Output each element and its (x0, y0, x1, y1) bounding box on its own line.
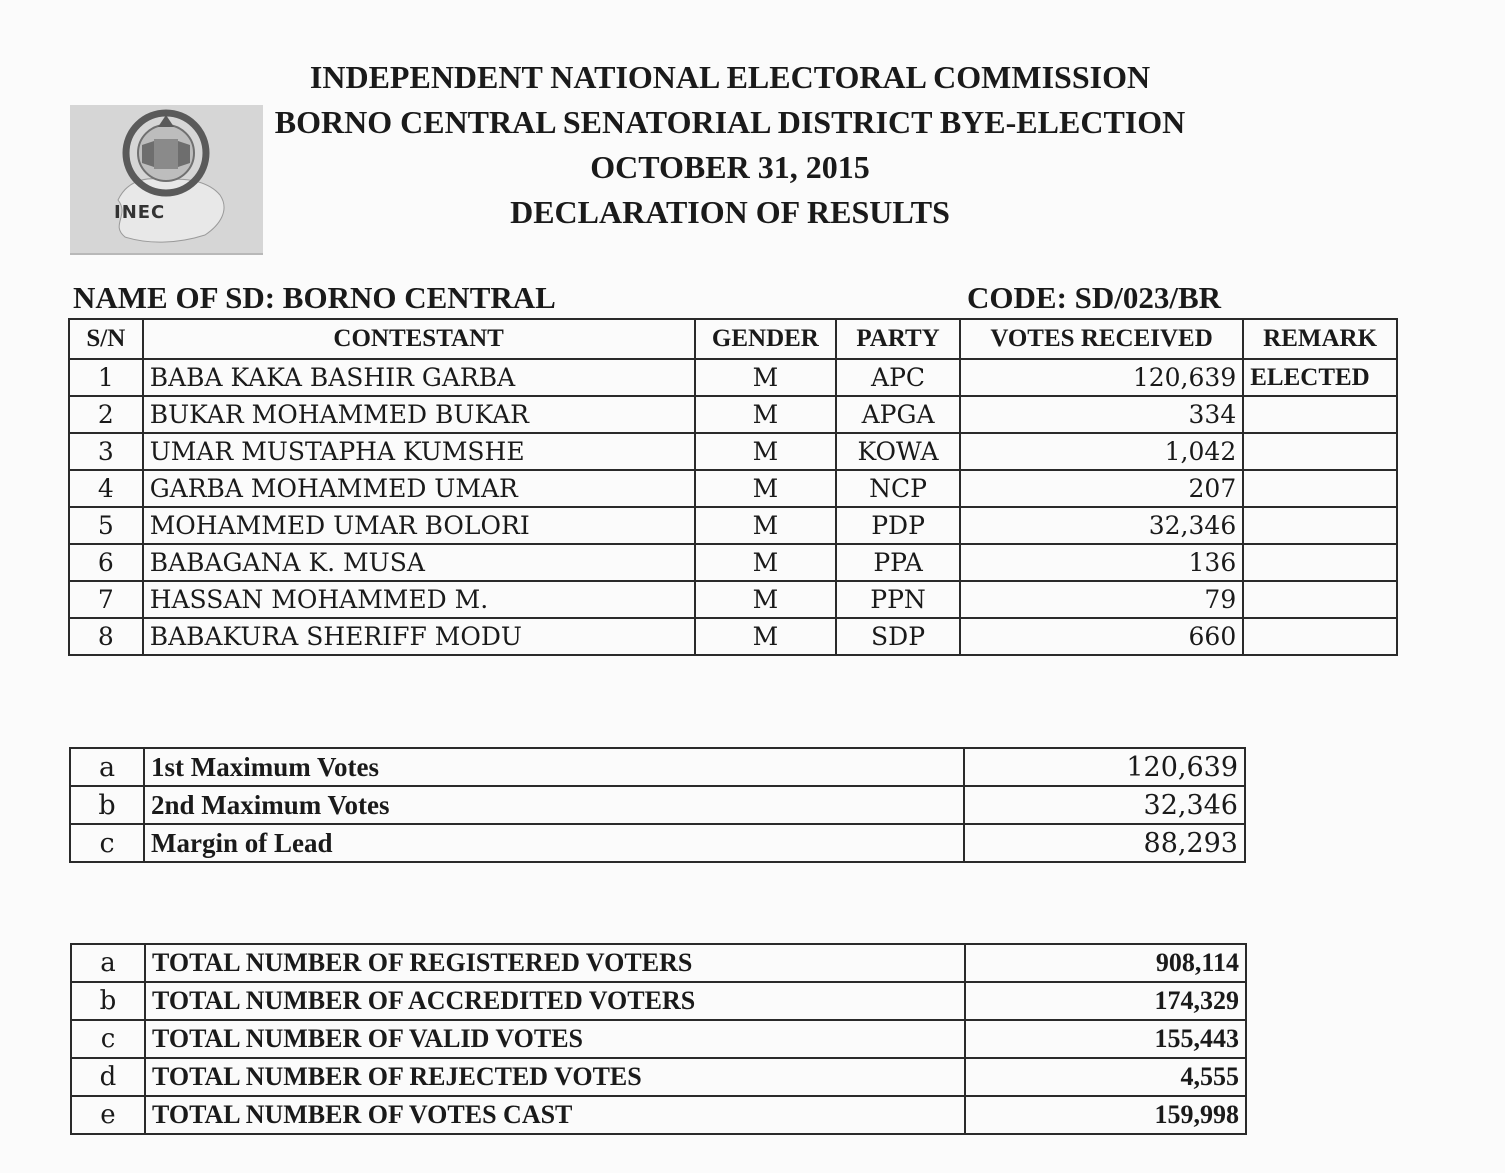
totals-label: TOTAL NUMBER OF REGISTERED VOTERS (145, 944, 965, 982)
row-gender: M (695, 433, 837, 470)
header-votes: VOTES RECEIVED (960, 319, 1243, 359)
summary-letter: b (70, 786, 144, 824)
row-gender: M (695, 359, 837, 396)
row-votes: 334 (960, 396, 1243, 433)
row-votes: 32,346 (960, 507, 1243, 544)
row-party: KOWA (836, 433, 960, 470)
row-contestant: BABAKURA SHERIFF MODU (143, 618, 695, 655)
summary-value: 32,346 (964, 786, 1245, 824)
totals-table (70, 943, 1247, 1135)
row-votes: 136 (960, 544, 1243, 581)
row-party: PDP (836, 507, 960, 544)
document-title: DECLARATION OF RESULTS (510, 194, 950, 230)
row-gender: M (695, 544, 837, 581)
row-party: APGA (836, 396, 960, 433)
totals-value: 4,555 (965, 1058, 1246, 1096)
results-table (68, 318, 1398, 656)
row-votes: 207 (960, 470, 1243, 507)
row-contestant: BABAGANA K. MUSA (143, 544, 695, 581)
row-remark (1243, 507, 1397, 544)
totals-value: 159,998 (965, 1096, 1246, 1134)
summary-label: 2nd Maximum Votes (144, 786, 964, 824)
row-remark (1243, 396, 1397, 433)
table-row (69, 618, 1397, 655)
row-sn: 6 (69, 544, 143, 581)
summary-value: 88,293 (964, 824, 1245, 862)
row-votes: 660 (960, 618, 1243, 655)
row-gender: M (695, 470, 837, 507)
totals-letter: a (71, 944, 145, 982)
table-row (69, 359, 1397, 396)
row-contestant: MOHAMMED UMAR BOLORI (143, 507, 695, 544)
row-party: SDP (836, 618, 960, 655)
summary-row (70, 786, 1245, 824)
row-party: NCP (836, 470, 960, 507)
row-remark (1243, 470, 1397, 507)
row-sn: 3 (69, 433, 143, 470)
row-sn: 2 (69, 396, 143, 433)
header-remark: REMARK (1243, 319, 1397, 359)
row-sn: 4 (69, 470, 143, 507)
district-name: NAME OF SD: BORNO CENTRAL (73, 280, 556, 315)
row-party: PPN (836, 581, 960, 618)
totals-label: TOTAL NUMBER OF VALID VOTES (145, 1020, 965, 1058)
totals-row (71, 982, 1246, 1020)
table-row (69, 544, 1397, 581)
row-gender: M (695, 396, 837, 433)
row-contestant: BUKAR MOHAMMED BUKAR (143, 396, 695, 433)
row-contestant: UMAR MUSTAPHA KUMSHE (143, 433, 695, 470)
totals-value: 155,443 (965, 1020, 1246, 1058)
row-remark (1243, 618, 1397, 655)
totals-row (71, 1096, 1246, 1134)
row-party: APC (836, 359, 960, 396)
table-row (69, 470, 1397, 507)
header-sn: S/N (69, 319, 143, 359)
totals-row (71, 944, 1246, 982)
row-party: PPA (836, 544, 960, 581)
row-votes: 1,042 (960, 433, 1243, 470)
header-contestant: CONTESTANT (143, 319, 695, 359)
summary-letter: c (70, 824, 144, 862)
commission-title: INDEPENDENT NATIONAL ELECTORAL COMMISSION (309, 59, 1151, 95)
row-gender: M (695, 618, 837, 655)
summary-table (69, 747, 1246, 863)
row-remark (1243, 544, 1397, 581)
document-header (200, 55, 1260, 235)
row-sn: 5 (69, 507, 143, 544)
row-gender: M (695, 581, 837, 618)
totals-letter: c (71, 1020, 145, 1058)
row-contestant: HASSAN MOHAMMED M. (143, 581, 695, 618)
row-remark (1243, 581, 1397, 618)
totals-label: TOTAL NUMBER OF VOTES CAST (145, 1096, 965, 1134)
row-gender: M (695, 507, 837, 544)
header-party: PARTY (836, 319, 960, 359)
totals-row (71, 1058, 1246, 1096)
totals-letter: e (71, 1096, 145, 1134)
row-sn: 8 (69, 618, 143, 655)
row-remark: ELECTED (1243, 359, 1397, 396)
row-contestant: GARBA MOHAMMED UMAR (143, 470, 695, 507)
row-votes: 79 (960, 581, 1243, 618)
totals-value: 908,114 (965, 944, 1246, 982)
totals-row (71, 1020, 1246, 1058)
row-votes: 120,639 (960, 359, 1243, 396)
logo-text: INEC (114, 202, 166, 223)
totals-letter: d (71, 1058, 145, 1096)
totals-label: TOTAL NUMBER OF ACCREDITED VOTERS (145, 982, 965, 1020)
totals-label: TOTAL NUMBER OF REJECTED VOTES (145, 1058, 965, 1096)
totals-letter: b (71, 982, 145, 1020)
totals-value: 174,329 (965, 982, 1246, 1020)
summary-label: 1st Maximum Votes (144, 748, 964, 786)
results-header-row (69, 319, 1397, 359)
row-remark (1243, 433, 1397, 470)
table-row (69, 396, 1397, 433)
district-code: CODE: SD/023/BR (967, 280, 1222, 315)
row-sn: 1 (69, 359, 143, 396)
table-row (69, 581, 1397, 618)
summary-row (70, 748, 1245, 786)
table-row (69, 433, 1397, 470)
summary-row (70, 824, 1245, 862)
summary-label: Margin of Lead (144, 824, 964, 862)
row-contestant: BABA KAKA BASHIR GARBA (143, 359, 695, 396)
election-date: OCTOBER 31, 2015 (590, 149, 870, 185)
row-sn: 7 (69, 581, 143, 618)
summary-letter: a (70, 748, 144, 786)
header-gender: GENDER (695, 319, 837, 359)
table-row (69, 507, 1397, 544)
election-title: BORNO CENTRAL SENATORIAL DISTRICT BYE-ELECTION (274, 104, 1186, 140)
summary-value: 120,639 (964, 748, 1245, 786)
